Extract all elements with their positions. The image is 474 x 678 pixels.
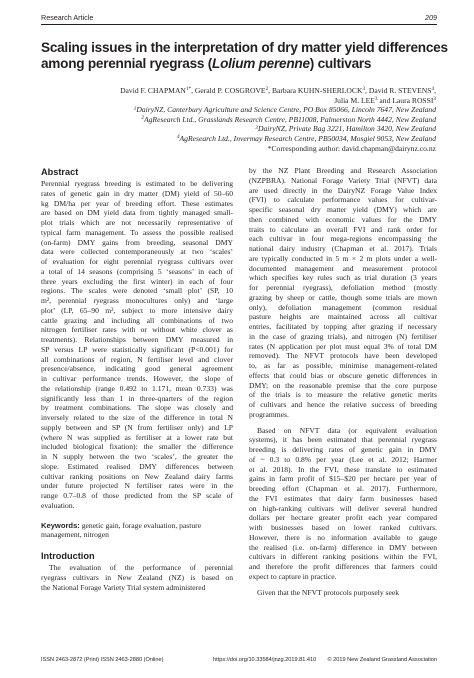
text-line: with businesses based on lower ranked cultivars. bbox=[249, 523, 437, 532]
page-footer bbox=[41, 657, 437, 667]
text-line: breeding effort (Chapman et al. 2017). Furthermore, bbox=[249, 484, 437, 493]
text-line: on high-ranking cultivars will deliver several hundred bbox=[249, 503, 437, 513]
text-line: the FVI estimates that dairy farm businesses based bbox=[249, 493, 437, 503]
text-line: in the case of grazing trials), and nitrogen (N) fertiliser bbox=[249, 331, 437, 341]
author-line-1: David F. $CHAPMAN^{1*}$, Gerald P. COSGROVE$^2$, Barbara KUHN-SHERLOCK$^3$, David R. STEVENS$^4$, bbox=[120, 86, 436, 95]
text-line: plot trials which are not necessarily representative of bbox=[41, 218, 233, 227]
text-line: of the trials is to measure the relative genetic merits bbox=[249, 390, 437, 400]
text-line: The evaluation of the performance of perennial bbox=[49, 563, 233, 572]
header-divider bbox=[41, 24, 437, 25]
text-line: a total of 14 seasons (comprising 5 ‘seasons’ in each of bbox=[41, 266, 233, 276]
text-line: effects that could bias or obscure genetic differences in bbox=[249, 370, 437, 380]
issn-text: ISSN 2463-2872 (Print) ISSN 2463-2880 (Online) bbox=[41, 657, 164, 663]
body-paragraph bbox=[249, 588, 437, 598]
article-title bbox=[41, 40, 448, 72]
affiliation: $^4$AgResearch Ltd., Invermay Research Centre, PB50034, Mosgiel 9053, New Zealand bbox=[176, 133, 436, 143]
text-line: only), defoliation management (common residual bbox=[249, 302, 437, 312]
text-line: typical farm management. To assess the possible realised bbox=[41, 227, 233, 237]
text-line: cattle grazing and including all combinations of two bbox=[41, 315, 233, 325]
text-line: each cultivar in four mega-regions encompassing the bbox=[249, 234, 437, 244]
title-line-2: among perennial ryegrass (Lolium perenne) cultivars bbox=[41, 56, 372, 71]
text-line: evaluation. bbox=[41, 500, 75, 510]
text-line: grazing by sheep or cattle, though some trials are mown bbox=[249, 292, 437, 302]
text-line: Based on NFVT data (or equivalent evaluation bbox=[257, 425, 437, 435]
affiliation: $^3$DairyNZ, Private Bag 3221, Hamilton 3420, New Zealand bbox=[255, 124, 436, 134]
text-line: regions. The scales were denoted ‘small plot’ (SP, 10 bbox=[41, 286, 233, 296]
text-line: of ~ 0.3 to 0.8% per year (Lee et al. 2012; Harmer bbox=[249, 454, 437, 464]
affiliation: $^1$DairyNZ, Canterbury Agriculture and Science Centre, PO Box 85066, Lincoln 7647, New Zealand bbox=[133, 105, 436, 115]
body-paragraph bbox=[249, 426, 437, 582]
text-line: are typically conducted in 5 m × 2 m plots under a well- bbox=[249, 253, 437, 263]
author-block bbox=[60, 86, 436, 153]
left-column bbox=[41, 166, 233, 592]
text-line: expect to capture in practice. bbox=[249, 571, 337, 581]
text-line: range 0.7–0.8 of those predicted from the SP scale of bbox=[41, 491, 233, 500]
text-line: treatments). Relationships between DMY measured in bbox=[41, 335, 233, 344]
text-line: kg DM/ha per year of breeding effort. These estimates bbox=[41, 198, 233, 208]
keywords: Keywords: genetic gain, forage evaluation, pasture bbox=[41, 520, 202, 530]
text-line: et al. 2018). In the FVI, these translate to estimated bbox=[249, 464, 437, 474]
text-line: rates of genetic gain in dry matter (DM) yield of 50–60 bbox=[41, 188, 233, 198]
text-line: of cultivars and hence the relative success of breeding bbox=[249, 400, 437, 409]
author-line-2: Julia M. LEE$^3$ and Laura ROSSI$^3$ bbox=[334, 95, 436, 105]
text-line: breeding is delivering rates of genetic gain in DMY bbox=[249, 445, 437, 454]
text-line: included biological fixation): the smaller the difference bbox=[41, 442, 233, 452]
keywords-line-2: management, nitrogen bbox=[41, 530, 109, 540]
text-line: gains in farm profit of $15–$20 per hectare per year of bbox=[249, 474, 437, 484]
text-line: supply between and SP (N from fertiliser only) and LP bbox=[41, 422, 233, 432]
text-line: Given that the NFVT protocols purposely seek bbox=[257, 587, 400, 597]
text-line: cultivars in different ranking positions within the FVI, bbox=[249, 552, 437, 562]
text-line: all combinations of region, N fertiliser level and clover bbox=[41, 354, 233, 364]
text-line: m², perennial ryegrass monocultures only) and ‘large bbox=[41, 296, 233, 305]
journal-section-label: Research Article bbox=[41, 13, 94, 22]
text-line: dollars per hectare greater profit each year compared bbox=[249, 513, 437, 523]
text-line: the realised (i.e. on-farm) difference in DMY between bbox=[249, 542, 437, 552]
copyright-text: © 2019 New Zealand Grassland Association bbox=[327, 657, 437, 663]
text-line: ryegrass cultivars in New Zealand (NZ) is based on bbox=[41, 572, 233, 582]
introduction-body bbox=[41, 563, 233, 592]
text-line: and therefore the profit differences that farmers could bbox=[249, 562, 437, 571]
introduction-heading: Introduction bbox=[41, 551, 95, 561]
title-line-1: Scaling issues in the interpretation of dry matter yield differences bbox=[41, 40, 448, 55]
affiliation: $^2$AgResearch Ltd., Grasslands Research Centre, PB11008, Palmerston North 4442, New Zealand bbox=[141, 114, 436, 124]
text-line: to, as far as possible, minimise management-related bbox=[249, 361, 437, 370]
keywords-label: Keywords: bbox=[41, 520, 80, 530]
text-line: for perennial ryegrass), defoliation method (mostly bbox=[249, 283, 437, 292]
text-line: Perennial ryegrass breeding is estimated to be delivering bbox=[41, 179, 233, 188]
doi-link[interactable]: https://doi.org/10.33584/jnzg.2019.81.410 bbox=[213, 657, 317, 663]
text-line: (where N was supplied as fertiliser at a lower rate but bbox=[41, 432, 233, 442]
text-line: under future projected N fertiliser rates were in the bbox=[41, 481, 233, 491]
text-line: cultivar ranking positions on New Zealand dairy farms bbox=[41, 471, 233, 481]
text-line: entries, facilitated by topping after grazing if necessary bbox=[249, 322, 437, 331]
text-line: national dairy industry (Chapman et al. 2017). Trials bbox=[249, 244, 437, 253]
text-line: the relationship (range 0.492 to 1.171, mean 0.733) was bbox=[41, 383, 233, 393]
text-line: presence/absence, indicating good general agreement bbox=[41, 364, 233, 374]
text-line: (FVI) to calculate performance values for cultivar- bbox=[249, 195, 437, 205]
text-line: plot’ (LP, 65–90 m², subject to more intensive dairy bbox=[41, 305, 233, 315]
text-line: programmes. bbox=[249, 409, 289, 419]
text-line: the National Forage Variety Trial system administered bbox=[41, 582, 206, 592]
text-line: (on-farm) DMY gains from breeding, seasonal DMY bbox=[41, 237, 233, 247]
text-line: removed). The NFVT protocols have been developed bbox=[249, 351, 437, 361]
right-column bbox=[249, 166, 437, 597]
text-line: slope. Estimated realised DMY differences between bbox=[41, 461, 233, 471]
abstract-heading: Abstract bbox=[41, 167, 79, 177]
text-line: are based on DM yield data from tightly managed small- bbox=[41, 208, 233, 218]
text-line: rates (N application per plot must equal 3% of total DM bbox=[249, 341, 437, 351]
text-line: significantly less than 1 in three-quarters of the region bbox=[41, 393, 233, 403]
text-line: of evaluation for eight perennial ryegrass cultivars over bbox=[41, 257, 233, 266]
text-line: SP versus LP were statistically significant (P<0.001) for bbox=[41, 344, 233, 354]
text-line: pasture heights are maintained across all cultivar bbox=[249, 312, 437, 322]
text-line: in cultivar performance trends. However, the slope of bbox=[41, 374, 233, 383]
body-paragraph bbox=[249, 166, 437, 420]
text-line: by the NZ Plant Breeding and Research Association bbox=[249, 166, 437, 175]
corresponding-author: *Corresponding author: david.chapman@dairynz.co.nz bbox=[267, 143, 436, 153]
text-line: specific seasonal dry matter yield (DMY) which are bbox=[249, 205, 437, 214]
text-line: three years excluding the first winter) in each of four bbox=[41, 276, 233, 286]
text-line: documented management and measurement protocol bbox=[249, 263, 437, 273]
species-name: Lolium perenne bbox=[212, 56, 310, 71]
text-line: then combined with economic values for the DMY bbox=[249, 214, 437, 224]
text-line: data were collected contemporaneously at two ‘scales’ bbox=[41, 247, 233, 257]
text-line: However, there is no information available to gauge bbox=[249, 532, 437, 542]
page-number: 209 bbox=[425, 13, 437, 22]
text-line: inversely related to the size of the difference in total N bbox=[41, 413, 233, 422]
text-line: by treatment combinations. The slope was closely and bbox=[41, 403, 233, 413]
text-line: DMY; on the reasonable premise that the core purpose bbox=[249, 380, 437, 390]
text-line: (NZPBRA). National Forage Variety Trial (NFVT) data bbox=[249, 175, 437, 185]
text-line: are used directly in the DairyNZ Forage Value Index bbox=[249, 185, 437, 195]
text-line: which specifies key rules such as trial duration (3 years bbox=[249, 273, 437, 283]
text-line: nitrogen fertiliser rates with or without white clover as bbox=[41, 325, 233, 335]
text-line: systems), it has been estimated that perennial ryegrass bbox=[249, 435, 437, 445]
text-line: traits to calculate an overall FVI and rank order for bbox=[249, 224, 437, 234]
abstract-body bbox=[41, 179, 233, 511]
text-line: in N supply between the two ‘scales’, the greater the bbox=[41, 452, 233, 461]
